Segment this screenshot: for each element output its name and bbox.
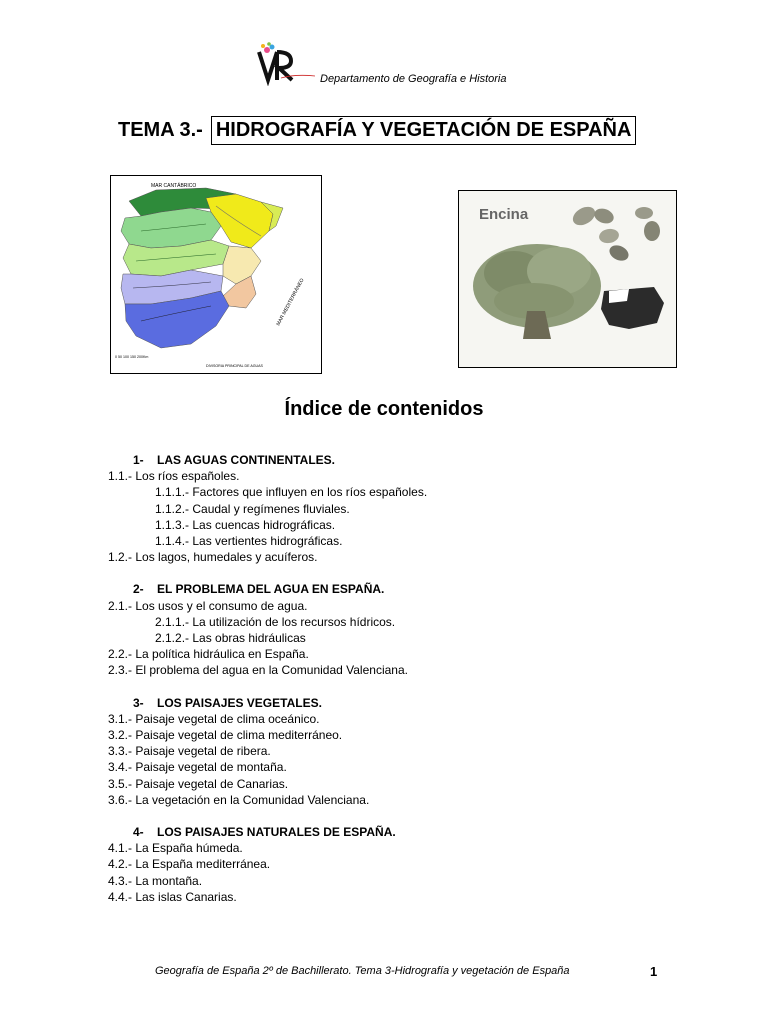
title-prefix: TEMA 3.-: [118, 118, 203, 141]
toc-item: 1.1.2.- Caudal y regímenes fluviales.: [155, 501, 350, 516]
toc-item: 2.2.- La política hidráulica en España.: [108, 647, 309, 662]
document-title: [118, 113, 636, 147]
toc-section-heading: 3- LOS PAISAJES VEGETALES.: [133, 695, 322, 710]
toc-item: 1.1.4.- Las vertientes hidrográficas.: [155, 534, 343, 549]
map-label-north: MAR CANTÁBRICO: [151, 183, 197, 189]
page-footer: [0, 965, 768, 985]
hydrographic-basins-map: [110, 175, 322, 374]
map-scale: 0 50 100 150 200Km: [115, 355, 149, 359]
toc-item: 2.1.- Los usos y el consumo de agua.: [108, 598, 308, 613]
toc-item: 3.1.- Paisaje vegetal de clima oceánico.: [108, 711, 320, 726]
tree-label: Encina: [479, 206, 529, 223]
toc-item: 3.6.- La vegetación en la Comunidad Valenciana.: [108, 792, 370, 807]
toc-item: 4.2.- La España mediterránea.: [108, 857, 271, 872]
footer-text: Geografía de España 2º de Bachillerato. Tema 3-Hidrografía y vegetación de España: [155, 965, 570, 977]
toc-item: 4.1.- La España húmeda.: [108, 841, 243, 856]
page-number: 1: [650, 964, 658, 979]
toc-item: 1.1.1.- Factores que influyen en los ríos españoles.: [155, 485, 428, 500]
toc-section-heading: 2- EL PROBLEMA DEL AGUA EN ESPAÑA.: [133, 582, 385, 597]
map-label-bottom: DIVISORIA PRINCIPAL DE AGUAS: [206, 364, 263, 368]
toc-item: 1.1.3.- Las cuencas hidrográficas.: [155, 517, 336, 532]
toc-item: 4.3.- La montaña.: [108, 873, 203, 888]
spain-map-illustration: [111, 176, 321, 373]
toc-item: 2.3.- El problema del agua en la Comunidad Valenciana.: [108, 663, 408, 678]
table-of-contents: [108, 452, 668, 905]
toc-item: 3.5.- Paisaje vegetal de Canarias.: [108, 776, 289, 791]
toc-section-heading: 4- LOS PAISAJES NATURALES DE ESPAÑA.: [133, 825, 396, 840]
vr-logo-icon: [255, 40, 317, 86]
toc-item: 1.1.- Los ríos españoles.: [108, 469, 240, 484]
toc-item: 3.4.- Paisaje vegetal de montaña.: [108, 760, 287, 775]
index-title: Índice de contenidos: [284, 398, 484, 420]
holm-oak-illustration: [458, 190, 677, 368]
toc-item: 3.3.- Paisaje vegetal de ribera.: [108, 744, 271, 759]
toc-item: 4.4.- Las islas Canarias.: [108, 889, 237, 904]
toc-item: 1.2.- Los lagos, humedales y acuíferos.: [108, 550, 318, 565]
map-label-east: MAR MEDITERRÁNEO: [275, 277, 306, 327]
toc-item: 2.1.1.- La utilización de los recursos hídricos.: [155, 614, 396, 629]
title-main: HIDROGRAFÍA Y VEGETACIÓN DE ESPAÑA: [211, 116, 637, 145]
tree-illustration: [459, 191, 676, 367]
toc-section-heading: 1- LAS AGUAS CONTINENTALES.: [133, 453, 336, 467]
department-name: Departamento de Geografía e Historia: [320, 73, 507, 85]
page-header: [255, 40, 555, 88]
toc-item: 2.1.2.- Las obras hidráulicas: [155, 631, 306, 646]
toc-item: 3.2.- Paisaje vegetal de clima mediterráneo.: [108, 728, 343, 743]
